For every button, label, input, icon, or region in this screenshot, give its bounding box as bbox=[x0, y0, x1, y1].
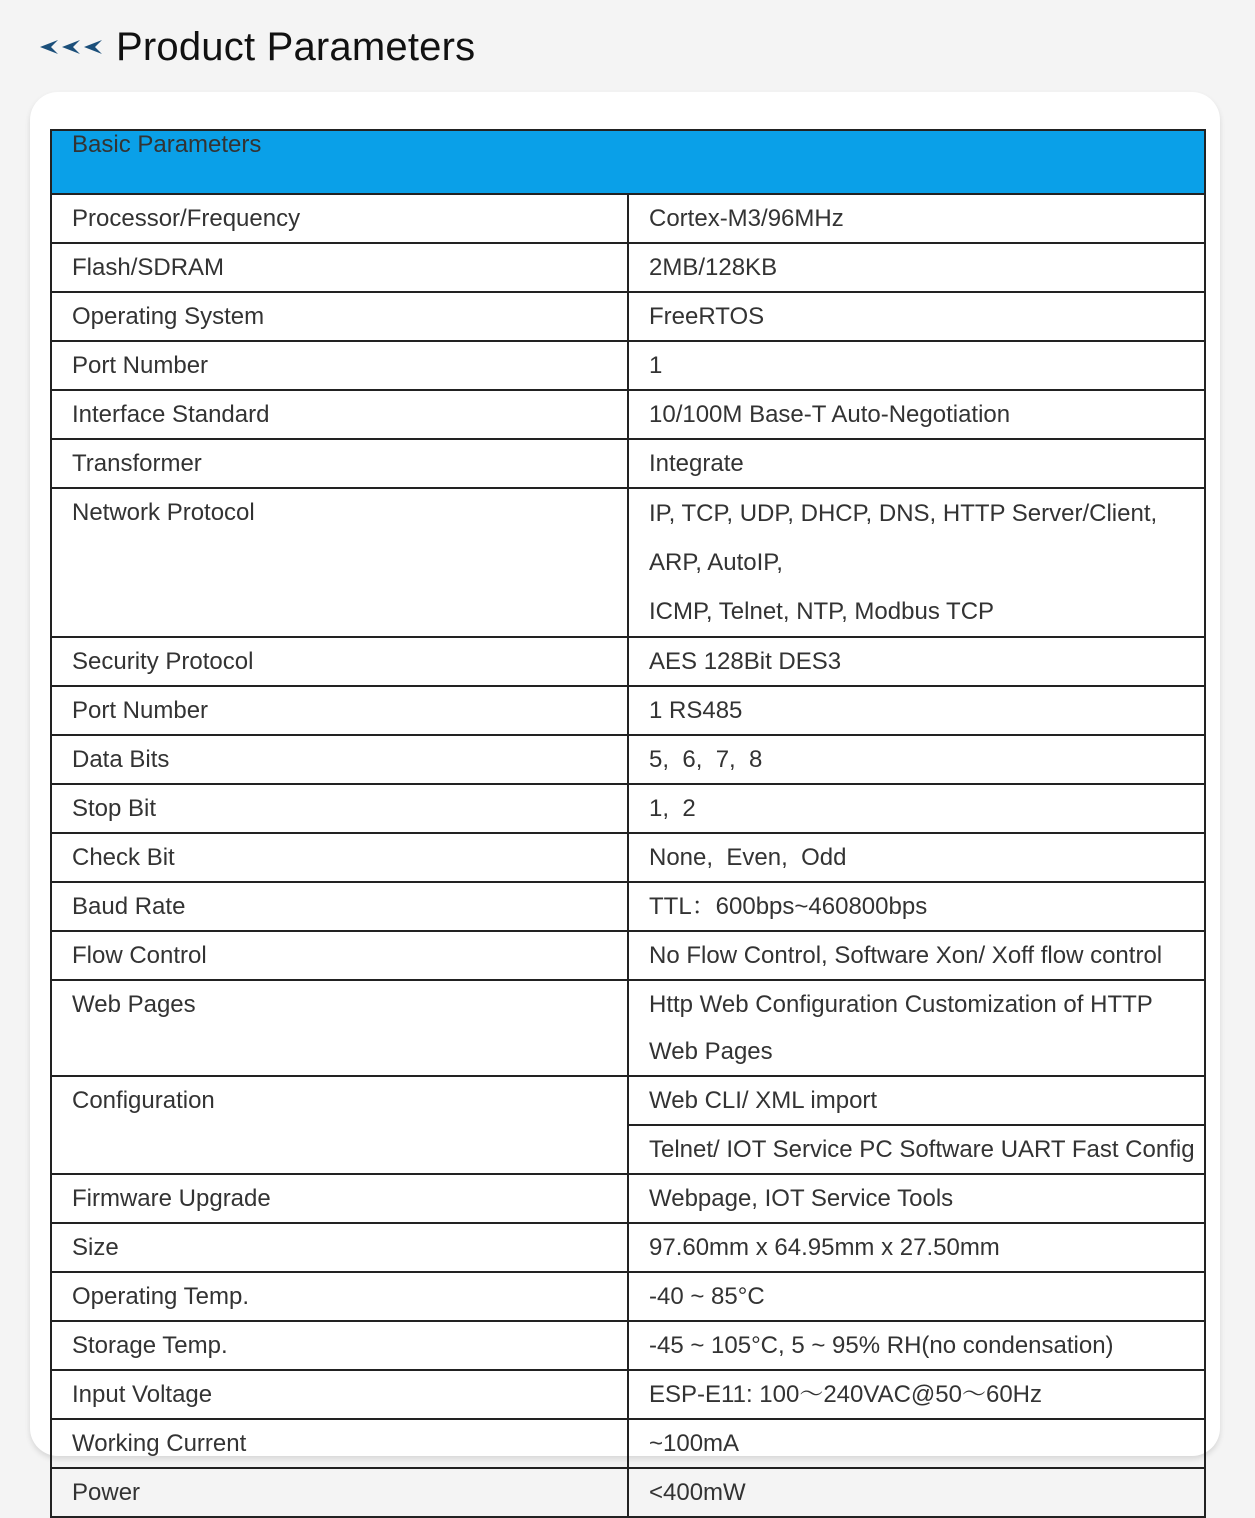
triple-chevron-left-icon bbox=[38, 37, 106, 57]
page-header bbox=[38, 22, 475, 72]
param-value: Cortex-M3/96MHz bbox=[628, 194, 1205, 243]
param-label: Processor/Frequency bbox=[51, 194, 628, 243]
param-label: Port Number bbox=[51, 686, 628, 735]
param-value: None, Even, Odd bbox=[628, 833, 1205, 882]
param-value: ~100mA bbox=[628, 1419, 1205, 1468]
param-value: -45 ~ 105°C, 5 ~ 95% RH(no condensation) bbox=[628, 1321, 1205, 1370]
param-label: Firmware Upgrade bbox=[51, 1174, 628, 1223]
param-label: Data Bits bbox=[51, 735, 628, 784]
param-value: TTL：600bps~460800bps bbox=[628, 882, 1205, 931]
param-value: 1 RS485 bbox=[628, 686, 1205, 735]
param-label: Security Protocol bbox=[51, 637, 628, 686]
table-row bbox=[51, 1076, 1205, 1125]
param-value-line: ICMP, Telnet, NTP, Modbus TCP bbox=[649, 598, 995, 625]
param-value: Http Web Configuration Customization of HTTP Web Pages bbox=[628, 980, 1205, 1076]
param-value: Integrate bbox=[628, 439, 1205, 488]
param-label: Operating Temp. bbox=[51, 1272, 628, 1321]
table-row bbox=[51, 292, 1205, 341]
param-value: No Flow Control, Software Xon/ Xoff flow control bbox=[628, 931, 1205, 980]
param-label: Configuration bbox=[51, 1076, 628, 1174]
param-label: Transformer bbox=[51, 439, 628, 488]
table-row bbox=[51, 833, 1205, 882]
table-row bbox=[51, 1321, 1205, 1370]
param-value: AES 128Bit DES3 bbox=[628, 637, 1205, 686]
table-row bbox=[51, 784, 1205, 833]
table-row bbox=[51, 1419, 1205, 1468]
param-label: Check Bit bbox=[51, 833, 628, 882]
param-value-line: IP, TCP, UDP, DHCP, DNS, HTTP Server/Client, ARP, AutoIP, bbox=[649, 500, 1158, 576]
table-row bbox=[51, 243, 1205, 292]
param-label: Operating System bbox=[51, 292, 628, 341]
param-label: Network Protocol bbox=[51, 488, 628, 637]
table-row bbox=[51, 1272, 1205, 1321]
param-value bbox=[628, 488, 1205, 637]
param-value: 10/100M Base-T Auto-Negotiation bbox=[628, 390, 1205, 439]
param-label: Interface Standard bbox=[51, 390, 628, 439]
param-label: Web Pages bbox=[51, 980, 628, 1076]
param-label: Working Current bbox=[51, 1419, 628, 1468]
section-header: Basic Parameters bbox=[51, 130, 1205, 194]
table-row bbox=[51, 980, 1205, 1076]
table-row bbox=[51, 390, 1205, 439]
table-row bbox=[51, 637, 1205, 686]
table-row bbox=[51, 194, 1205, 243]
table-row bbox=[51, 341, 1205, 390]
param-label: Port Number bbox=[51, 341, 628, 390]
param-value: ESP-E11: 100～240VAC@50～60Hz bbox=[628, 1370, 1205, 1419]
param-value: Telnet/ IOT Service PC Software UART Fast Config bbox=[628, 1125, 1205, 1174]
table-row bbox=[51, 1468, 1205, 1517]
param-value: FreeRTOS bbox=[628, 292, 1205, 341]
param-label: Baud Rate bbox=[51, 882, 628, 931]
param-label: Stop Bit bbox=[51, 784, 628, 833]
param-label: Power bbox=[51, 1468, 628, 1517]
param-label: Size bbox=[51, 1223, 628, 1272]
page-title: Product Parameters bbox=[116, 24, 476, 69]
table-row bbox=[51, 488, 1205, 637]
param-value: 97.60mm x 64.95mm x 27.50mm bbox=[628, 1223, 1205, 1272]
param-value: 5, 6, 7, 8 bbox=[628, 735, 1205, 784]
parameters-card bbox=[30, 92, 1220, 1506]
param-value: <400mW bbox=[628, 1468, 1205, 1517]
table-row bbox=[51, 1223, 1205, 1272]
param-label: Flow Control bbox=[51, 931, 628, 980]
param-value: 2MB/128KB bbox=[628, 243, 1205, 292]
param-label: Flash/SDRAM bbox=[51, 243, 628, 292]
parameters-table bbox=[50, 129, 1206, 1518]
table-row bbox=[51, 1370, 1205, 1419]
param-value: -40 ~ 85°C bbox=[628, 1272, 1205, 1321]
table-row bbox=[51, 439, 1205, 488]
param-label: Storage Temp. bbox=[51, 1321, 628, 1370]
param-value: Webpage, IOT Service Tools bbox=[628, 1174, 1205, 1223]
param-value: 1 bbox=[628, 341, 1205, 390]
param-label: Input Voltage bbox=[51, 1370, 628, 1419]
table-row bbox=[51, 1174, 1205, 1223]
table-row bbox=[51, 931, 1205, 980]
table-row bbox=[51, 686, 1205, 735]
param-value: Web CLI/ XML import bbox=[628, 1076, 1205, 1125]
table-row bbox=[51, 882, 1205, 931]
param-value: 1, 2 bbox=[628, 784, 1205, 833]
table-row bbox=[51, 735, 1205, 784]
